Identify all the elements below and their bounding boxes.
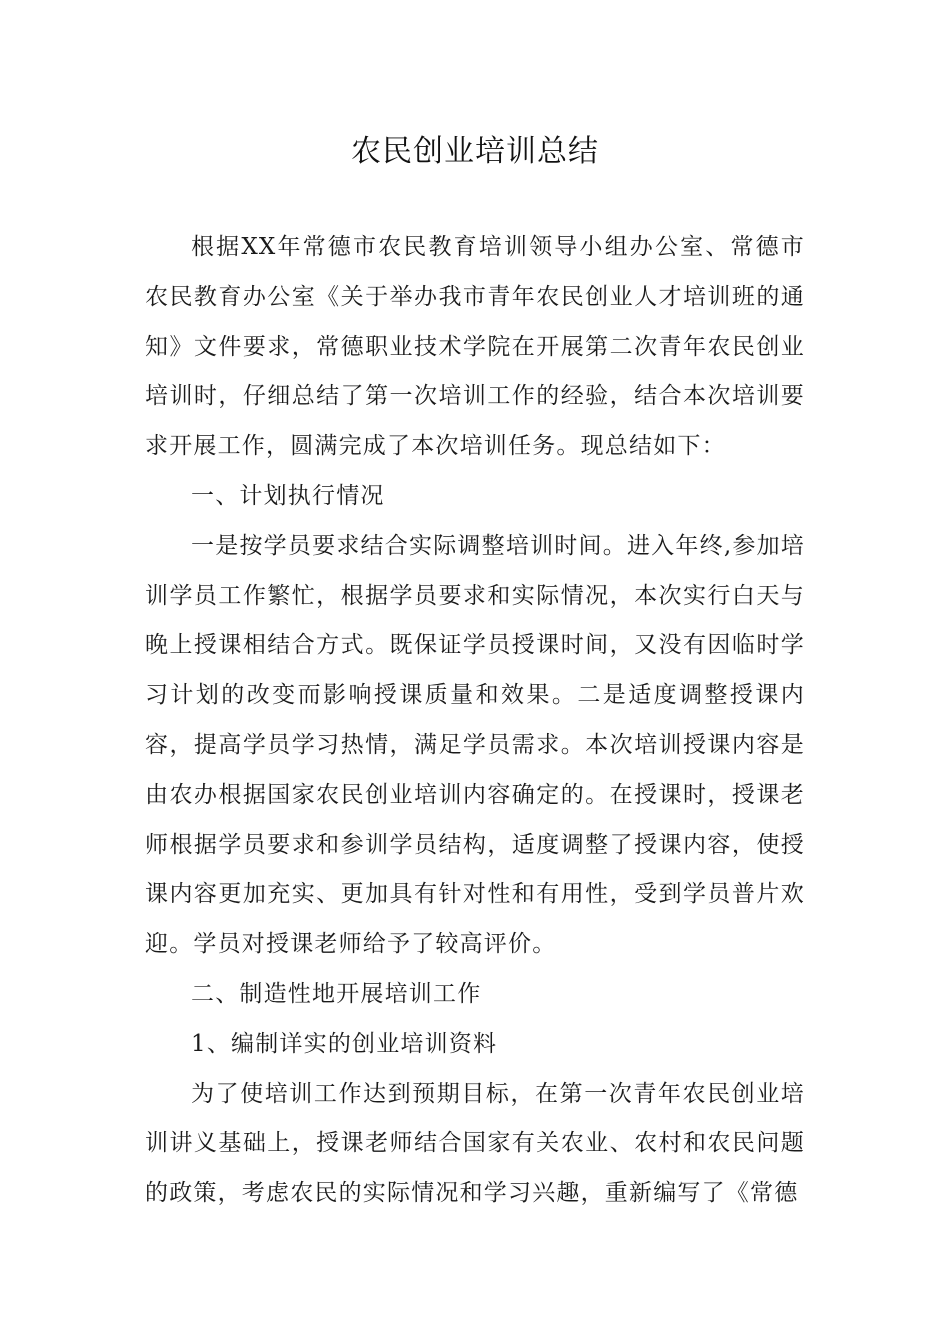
document-title: 农民创业培训总结 [351, 134, 599, 169]
heading-creative-training: 二、制造性地开展培训工作 [191, 980, 482, 1007]
subheading-training-materials: 1、编制详实的创业培训资料 [191, 1030, 498, 1057]
heading-plan-execution: 一、计划执行情况 [191, 482, 385, 509]
paragraph-training-materials: 为了使培训工作达到预期目标，在第一次青年农民创业培训讲义基础上，授课老师结合国家有关农业、农村和农民问题的政策，考虑农民的实际情况和学习兴趣，重新编写了《常德 [145, 1080, 805, 1207]
paragraph-intro: 根据XX年常德市农民教育培训领导小组办公室、常德市农民教育办公室《关于举办我市青年农民创业人才培训班的通知》文件要求，常德职业技术学院在开展第二次青年农民创业培训时，仔细总结了第一次培训工作的经验，结合本次培训要求开展工作，圆满完成了本次培训任务。现总结如下： [145, 234, 805, 460]
paragraph-plan-details: 一是按学员要求结合实际调整培训时间。进入年终,参加培训学员工作繁忙，根据学员要求和实际情况，本次实行白天与晚上授课相结合方式。既保证学员授课时间，又没有因临时学习计划的改变而影响授课质量和效果。二是适度调整授课内容，提高学员学习热情，满足学员需求。本次培训授课内容是由农办根据国家农民创业培训内容确定的。在授课时，授课老师根据学员要求和参训学员结构，适度调整了授课内容，使授课内容更加充实、更加具有针对性和有用性，受到学员普片欢迎。学员对授课老师给予了较高评价。 [145, 532, 805, 958]
document-body [145, 223, 805, 1219]
